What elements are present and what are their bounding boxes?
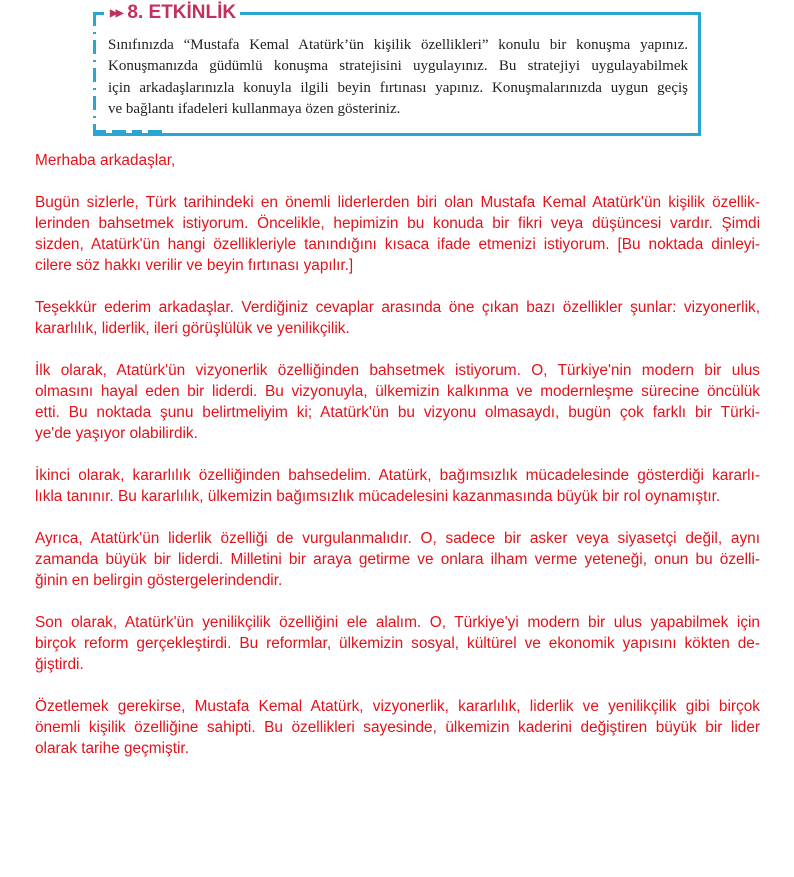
speech-paragraph [35,192,760,276]
instruction-line: ve bağlantı ifadeleri kullanmaya özen gösteriniz. [108,100,401,117]
speech-paragraph [35,528,760,591]
speech-line: İkinci olarak, kararlılık özelliğinden bahsedelim. Atatürk, bağımsızlık mücadelesinde gösterdiği kararlı- [35,467,760,484]
instruction-line: için arkadaşlarınızla konuyla ilgili beyin fırtınası yapınız. Konuşmalarınızda uygun geçiş [108,79,688,96]
speech-line: ğiştirdi. [35,656,84,673]
box-dashed-left-border [93,12,96,133]
speech-line: Teşekkür ederim arkadaşlar. Verdiğiniz cevaplar arasında öne çıkan bazı özellikler şunlar: vizyonerlik, [35,299,760,316]
speech-line: kararlılık, liderlik, ileri görüşlülük ve yenilikçilik. [35,320,350,337]
speech-text [35,150,760,780]
instruction-line: Konuşmanızda güdümlü konuşma stratejisini uygulayınız. Bu stratejiyi uygulayabilmek [108,58,688,75]
speech-line: Bugün sizlerle, Türk tarihindeki en önemli liderlerden biri olan Mustafa Kemal Atatürk'ün kişilik özellik- [35,194,760,211]
speech-line: ğinin en belirgin göstergelerindendir. [35,572,283,589]
speech-line: birçok reform gerçekleştirdi. Bu reformlar, ülkemizin sosyal, kültürel ve ekonomik yapısını kökten de- [35,635,760,652]
speech-line: sizden, Atatürk'ün hangi özellikleriyle tanındığını kısaca ifade etmenizi istiyorum. [Bu noktada dinleyi- [35,236,760,253]
speech-line: zamanda büyük bir liderdi. Milletini bir araya getirme ve onlara ilham verme yeteneği, onun bu özelli- [35,551,760,568]
activity-title-text: 8. ETKİNLİK [127,2,237,23]
speech-line: Son olarak, Atatürk'ün yenilikçilik özelliğini ele alalım. O, Türkiye'yi modern bir ulus yapabilmek için [35,614,760,631]
speech-line: Merhaba arkadaşlar, [35,152,176,169]
speech-line: cilere söz hakkı verilir ve beyin fırtınası yapılır.] [35,257,354,274]
speech-line: olarak tarihe geçmiştir. [35,740,189,757]
speech-line: olmasını hayal eden bir liderdi. Bu vizyonuyla, ülkemizin kalkınma ve modernleşme sürecine öncülük [35,383,760,400]
activity-title [104,2,240,24]
speech-line: lıkla tanınır. Bu kararlılık, ülkemizin bağımsızlık mücadelesini kazanmasında büyük bir rol oynamıştır. [35,488,721,505]
double-arrow-icon: ▶▶ [110,7,122,19]
speech-paragraph [35,612,760,675]
box-dashed-bottom-border [96,130,168,133]
speech-line: Ayrıca, Atatürk'ün liderlik özelliği de vurgulanmalıdır. O, sadece bir asker veya siyasetçi değil, aynı [35,530,760,547]
speech-line: lerinden bahsetmek istiyorum. Öncelikle, hepimizin bu konuda bir fikri veya düşüncesi vardır. Şimdi [35,215,760,232]
speech-line: İlk olarak, Atatürk'ün vizyonerlik özelliğinden bahsetmek istiyorum. O, Türkiye'nin modern bir ulus [35,362,760,379]
speech-line: Özetlemek gerekirse, Mustafa Kemal Atatürk, vizyonerlik, kararlılık, liderlik ve yenilikçilik gibi birçok [35,698,760,715]
speech-paragraph [35,696,760,759]
instruction-line: Sınıfınızda “Mustafa Kemal Atatürk’ün kişilik özellikleri” konulu bir konuşma yapınız. [108,37,688,53]
speech-paragraph [35,297,760,339]
speech-paragraph [35,150,760,171]
activity-instructions [108,35,688,120]
speech-line: önemli kişilik özelliğine sahipti. Bu özellikleri sayesinde, ülkemizin kaderini değiştiren büyük bir lider [35,719,760,736]
speech-line: ye'de yaşıyor olabilirdik. [35,425,198,442]
speech-line: etti. Bu noktada şunu belirtmeliyim ki; Atatürk'ün bu vizyonu olmasaydı, bugün çok farklı bir Türki- [35,404,760,421]
speech-paragraph [35,360,760,444]
speech-paragraph [35,465,760,507]
